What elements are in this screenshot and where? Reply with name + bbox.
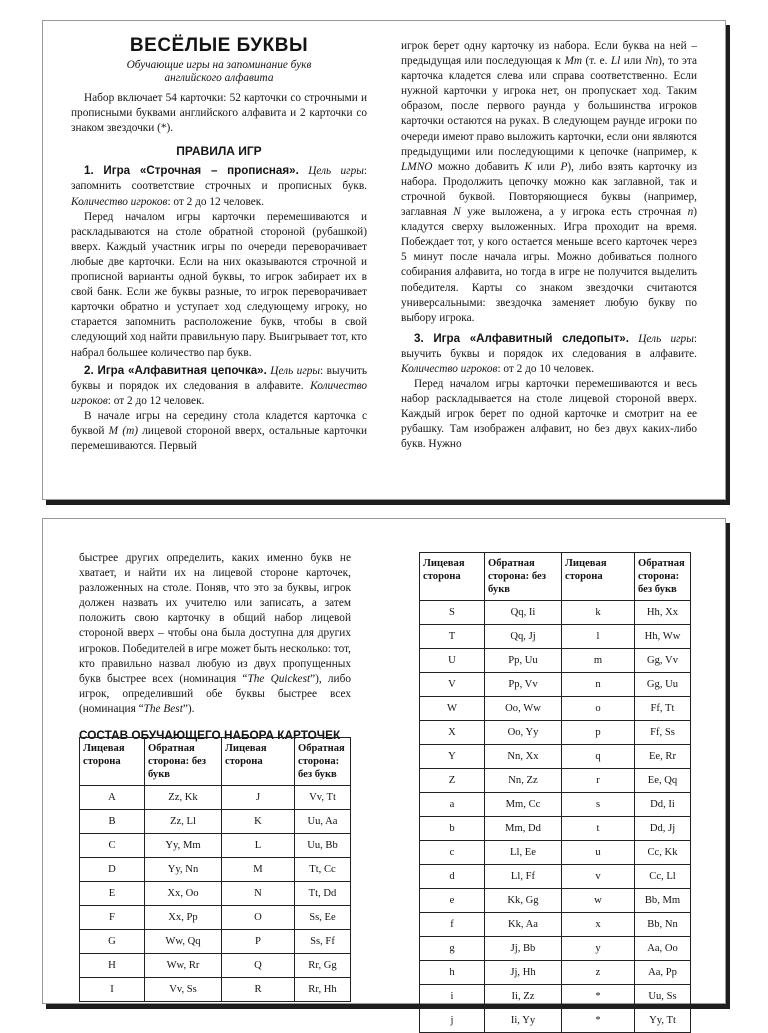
- face-letter-cell: J: [222, 786, 295, 810]
- col-header-back: Обратная сторона: без букв: [145, 738, 222, 786]
- face-letter-cell: R: [222, 978, 295, 1002]
- face-letter-cell: y: [562, 937, 635, 961]
- missing-letters-cell: Jj, Hh: [485, 961, 562, 985]
- missing-letters-cell: Oo, Ww: [485, 697, 562, 721]
- card-set-heading: СОСТАВ ОБУЧАЮЩЕГО НАБОРА КАРТОЧЕК: [79, 728, 341, 743]
- table-row: [420, 769, 691, 793]
- missing-letters-cell: Ff, Tt: [635, 697, 691, 721]
- missing-letters-cell: Jj, Bb: [485, 937, 562, 961]
- table-row: [420, 865, 691, 889]
- rules-heading: ПРАВИЛА ИГР: [176, 144, 262, 159]
- missing-letters-cell: Oo, Yy: [485, 721, 562, 745]
- table-row: [80, 930, 351, 954]
- game2-body-paragraph: В начале игры на середину стола кладется карточка с буквой M (m) лицевой стороной вверх, остальные карточки перемешиваются. Первый: [71, 409, 367, 453]
- missing-letters-cell: Gg, Vv: [635, 649, 691, 673]
- face-letter-cell: M: [222, 858, 295, 882]
- left-text-column: [71, 21, 367, 454]
- missing-letters-cell: Qq, Jj: [485, 625, 562, 649]
- document-title: ВЕСЁЛЫЕ БУКВЫ: [129, 35, 309, 56]
- game2-continued-paragraph: игрок берет одну карточку из набора. Если буква на ней – предыдущая или последующая к Mm (т. е. Ll или Nn), то эта карточка кладется слева или справа соответственно. Если нужной карточки у игрока нет, он пропускает ход. Таким образом, после первого раунда у большинства игроков карточки остаются на руках. В следующем раунде игроки по очереди имеют право выложить карточки, если они являются предыдущими или последующими к цепочке (например, к LMNO можно добавить K или P), либо взять карточку из набора. Продолжить цепочку можно как заглавной, так и строчной буквой. Повторяющиеся буквы (например, заглавная N уже выложена, а у игрока есть строчная n) кладутся сверху выложенных. Игра проходит на время. Побеждает тот, у кого остается меньше всего карточек через 5 минут после начала игры. Можно добиваться полного собирания алфавита, но тогда в игре не получится выделить победителя. Карты со знаком звездочки считаются универсальными: звездочка заменяет любую букву по выбору игрока.: [401, 40, 697, 324]
- instruction-sheet-bottom: [42, 518, 726, 1026]
- face-letter-cell: A: [80, 786, 145, 810]
- face-letter-cell: j: [420, 1009, 485, 1033]
- missing-letters-cell: Bb, Nn: [635, 913, 691, 937]
- face-letter-cell: X: [420, 721, 485, 745]
- table-row: [420, 745, 691, 769]
- face-letter-cell: U: [420, 649, 485, 673]
- face-letter-cell: t: [562, 817, 635, 841]
- table-header-row: [420, 553, 691, 601]
- missing-letters-cell: Ss, Ee: [295, 906, 351, 930]
- missing-letters-cell: Aa, Oo: [635, 937, 691, 961]
- face-letter-cell: W: [420, 697, 485, 721]
- missing-letters-cell: Yy, Tt: [635, 1009, 691, 1033]
- face-letter-cell: C: [80, 834, 145, 858]
- face-letter-cell: x: [562, 913, 635, 937]
- right-text-column: [401, 39, 697, 453]
- missing-letters-cell: Nn, Xx: [485, 745, 562, 769]
- missing-letters-cell: Tt, Dd: [295, 882, 351, 906]
- face-letter-cell: n: [562, 673, 635, 697]
- table-row: [80, 858, 351, 882]
- missing-letters-cell: Zz, Kk: [145, 786, 222, 810]
- face-letter-cell: l: [562, 625, 635, 649]
- face-letter-cell: N: [222, 882, 295, 906]
- missing-letters-cell: Hh, Ww: [635, 625, 691, 649]
- table-row: [420, 937, 691, 961]
- missing-letters-cell: Aa, Pp: [635, 961, 691, 985]
- table-row: [420, 1009, 691, 1033]
- face-letter-cell: *: [562, 985, 635, 1009]
- missing-letters-cell: Rr, Hh: [295, 978, 351, 1002]
- game3-continued-column: [79, 551, 351, 750]
- missing-letters-cell: Uu, Bb: [295, 834, 351, 858]
- table-row: [80, 978, 351, 1002]
- missing-letters-cell: Ii, Yy: [485, 1009, 562, 1033]
- missing-letters-cell: Bb, Mm: [635, 889, 691, 913]
- col-header-face: Лицевая сторона: [420, 553, 485, 601]
- col-header-back: Обратная сторона: без букв: [295, 738, 351, 786]
- face-letter-cell: w: [562, 889, 635, 913]
- face-letter-cell: u: [562, 841, 635, 865]
- face-letter-cell: D: [80, 858, 145, 882]
- card-table-left: [79, 737, 351, 1002]
- game2-goal-paragraph: 2. Игра «Алфавитная цепочка». Цель игры: выучить буквы и порядок их следования в алфавите. Количество игроков: от 2 до 12 человек.: [71, 363, 368, 407]
- missing-letters-cell: Dd, Ii: [635, 793, 691, 817]
- face-letter-cell: K: [222, 810, 295, 834]
- instruction-sheet-top: [42, 20, 726, 500]
- face-letter-cell: a: [420, 793, 485, 817]
- face-letter-cell: v: [562, 865, 635, 889]
- face-letter-cell: V: [420, 673, 485, 697]
- missing-letters-cell: Qq, Ii: [485, 601, 562, 625]
- face-letter-cell: *: [562, 1009, 635, 1033]
- table-row: [420, 649, 691, 673]
- face-letter-cell: r: [562, 769, 635, 793]
- face-letter-cell: I: [80, 978, 145, 1002]
- table-row: [80, 954, 351, 978]
- face-letter-cell: P: [222, 930, 295, 954]
- missing-letters-cell: Xx, Pp: [145, 906, 222, 930]
- face-letter-cell: f: [420, 913, 485, 937]
- table-row: [80, 786, 351, 810]
- missing-letters-cell: Kk, Aa: [485, 913, 562, 937]
- table-row: [420, 889, 691, 913]
- missing-letters-cell: Nn, Zz: [485, 769, 562, 793]
- face-letter-cell: O: [222, 906, 295, 930]
- face-letter-cell: i: [420, 985, 485, 1009]
- col-header-face: Лицевая сторона: [562, 553, 635, 601]
- table-row: [80, 810, 351, 834]
- face-letter-cell: d: [420, 865, 485, 889]
- table-header-row: [80, 738, 351, 786]
- missing-letters-cell: Zz, Ll: [145, 810, 222, 834]
- missing-letters-cell: Pp, Vv: [485, 673, 562, 697]
- face-letter-cell: E: [80, 882, 145, 906]
- missing-letters-cell: Hh, Xx: [635, 601, 691, 625]
- col-header-face: Лицевая сторона: [80, 738, 145, 786]
- table-row: [420, 625, 691, 649]
- table-row: [80, 906, 351, 930]
- face-letter-cell: Z: [420, 769, 485, 793]
- table-row: [420, 601, 691, 625]
- face-letter-cell: o: [562, 697, 635, 721]
- intro-paragraph: Набор включает 54 карточки: 52 карточки со строчными и прописными буквами английского алфавита и 2 карточки со знаком звездочки (*).: [71, 92, 367, 135]
- missing-letters-cell: Ee, Rr: [635, 745, 691, 769]
- missing-letters-cell: Gg, Uu: [635, 673, 691, 697]
- missing-letters-cell: Ss, Ff: [295, 930, 351, 954]
- table-row: [80, 834, 351, 858]
- missing-letters-cell: Vv, Ss: [145, 978, 222, 1002]
- face-letter-cell: g: [420, 937, 485, 961]
- face-letter-cell: h: [420, 961, 485, 985]
- missing-letters-cell: Ee, Qq: [635, 769, 691, 793]
- face-letter-cell: e: [420, 889, 485, 913]
- missing-letters-cell: Dd, Jj: [635, 817, 691, 841]
- face-letter-cell: k: [562, 601, 635, 625]
- missing-letters-cell: Xx, Oo: [145, 882, 222, 906]
- face-letter-cell: m: [562, 649, 635, 673]
- table-row: [420, 697, 691, 721]
- card-table-right: [419, 552, 691, 1033]
- face-letter-cell: c: [420, 841, 485, 865]
- face-letter-cell: L: [222, 834, 295, 858]
- game3-body-paragraph: Перед началом игры карточки перемешиваются и весь набор раскладывается на столе лицевой стороной вверх. Каждый игрок берет по одной карточке и смотрит на ее рубашку. Там изображен алфавит, но без двух каких-либо букв. Нужно: [401, 378, 697, 451]
- document-subtitle: Обучающие игры на запоминание букв английского алфавита: [126, 59, 312, 84]
- missing-letters-cell: Rr, Gg: [295, 954, 351, 978]
- game1-body-paragraph: Перед началом игры карточки перемешиваются и раскладываются на столе обратной стороной (рубашкой) вверх. Каждый участник игры по очереди переворачивает любые две карточки. Если на них оказываются строчной и прописной варианты одной буквы, то игрок забирает их в свой банк. Если же буквы разные, то игрок переворачивает карточки обратно и уступает ход следующему игроку, но старается запомнить расположение букв, чтобы в свой следующий ход найти правильную пару. Выигрывает тот, кто набрал большее количество пар букв.: [71, 210, 367, 359]
- table-row: [420, 913, 691, 937]
- missing-letters-cell: Uu, Ss: [635, 985, 691, 1009]
- table-row: [420, 841, 691, 865]
- face-letter-cell: Q: [222, 954, 295, 978]
- table-row: [420, 793, 691, 817]
- col-header-back: Обратная сторона: без букв: [635, 553, 691, 601]
- missing-letters-cell: Cc, Ll: [635, 865, 691, 889]
- face-letter-cell: b: [420, 817, 485, 841]
- missing-letters-cell: Yy, Nn: [145, 858, 222, 882]
- face-letter-cell: S: [420, 601, 485, 625]
- table-row: [420, 721, 691, 745]
- face-letter-cell: F: [80, 906, 145, 930]
- missing-letters-cell: Mm, Cc: [485, 793, 562, 817]
- face-letter-cell: s: [562, 793, 635, 817]
- missing-letters-cell: Ii, Zz: [485, 985, 562, 1009]
- missing-letters-cell: Ww, Qq: [145, 930, 222, 954]
- face-letter-cell: G: [80, 930, 145, 954]
- face-letter-cell: H: [80, 954, 145, 978]
- missing-letters-cell: Uu, Aa: [295, 810, 351, 834]
- table-row: [420, 961, 691, 985]
- missing-letters-cell: Mm, Dd: [485, 817, 562, 841]
- face-letter-cell: p: [562, 721, 635, 745]
- col-header-back: Обратная сторона: без букв: [485, 553, 562, 601]
- game1-goal-paragraph: 1. Игра «Строчная – прописная». Цель игры: запомнить соответствие строчных и прописных букв. Количество игроков: от 2 до 12 человек.: [71, 164, 368, 208]
- missing-letters-cell: Kk, Gg: [485, 889, 562, 913]
- missing-letters-cell: Cc, Kk: [635, 841, 691, 865]
- table-row: [420, 673, 691, 697]
- missing-letters-cell: Ll, Ee: [485, 841, 562, 865]
- face-letter-cell: z: [562, 961, 635, 985]
- missing-letters-cell: Vv, Tt: [295, 786, 351, 810]
- table-row: [420, 985, 691, 1009]
- col-header-face: Лицевая сторона: [222, 738, 295, 786]
- missing-letters-cell: Yy, Mm: [145, 834, 222, 858]
- missing-letters-cell: Pp, Uu: [485, 649, 562, 673]
- face-letter-cell: T: [420, 625, 485, 649]
- missing-letters-cell: Ff, Ss: [635, 721, 691, 745]
- table-row: [80, 882, 351, 906]
- face-letter-cell: Y: [420, 745, 485, 769]
- face-letter-cell: q: [562, 745, 635, 769]
- table-row: [420, 817, 691, 841]
- game3-continued-paragraph: быстрее других определить, каких именно букв не хватает, и найти их на лицевой стороне карточек, разложенных на столе. Поняв, что это за буквы, игрок должен назвать их учителю или записать, а затем положить свою карточку в общий набор лицевой стороной вверх – чтобы она была доступна для других игроков. Победителей в игре может быть несколько: тот, кто правильно назвал любую из двух пропущенных букв быстрее всех (номинация “The Quickest”), либо игрок, определивший обе буквы быстрее всех (номинация “The Best”).: [79, 552, 351, 715]
- face-letter-cell: B: [80, 810, 145, 834]
- missing-letters-cell: Tt, Cc: [295, 858, 351, 882]
- missing-letters-cell: Ll, Ff: [485, 865, 562, 889]
- missing-letters-cell: Ww, Rr: [145, 954, 222, 978]
- game3-goal-paragraph: 3. Игра «Алфавитный следопыт». Цель игры: выучить буквы и порядок их следования в алфавите. Количество игроков: от 2 до 10 человек.: [401, 331, 697, 375]
